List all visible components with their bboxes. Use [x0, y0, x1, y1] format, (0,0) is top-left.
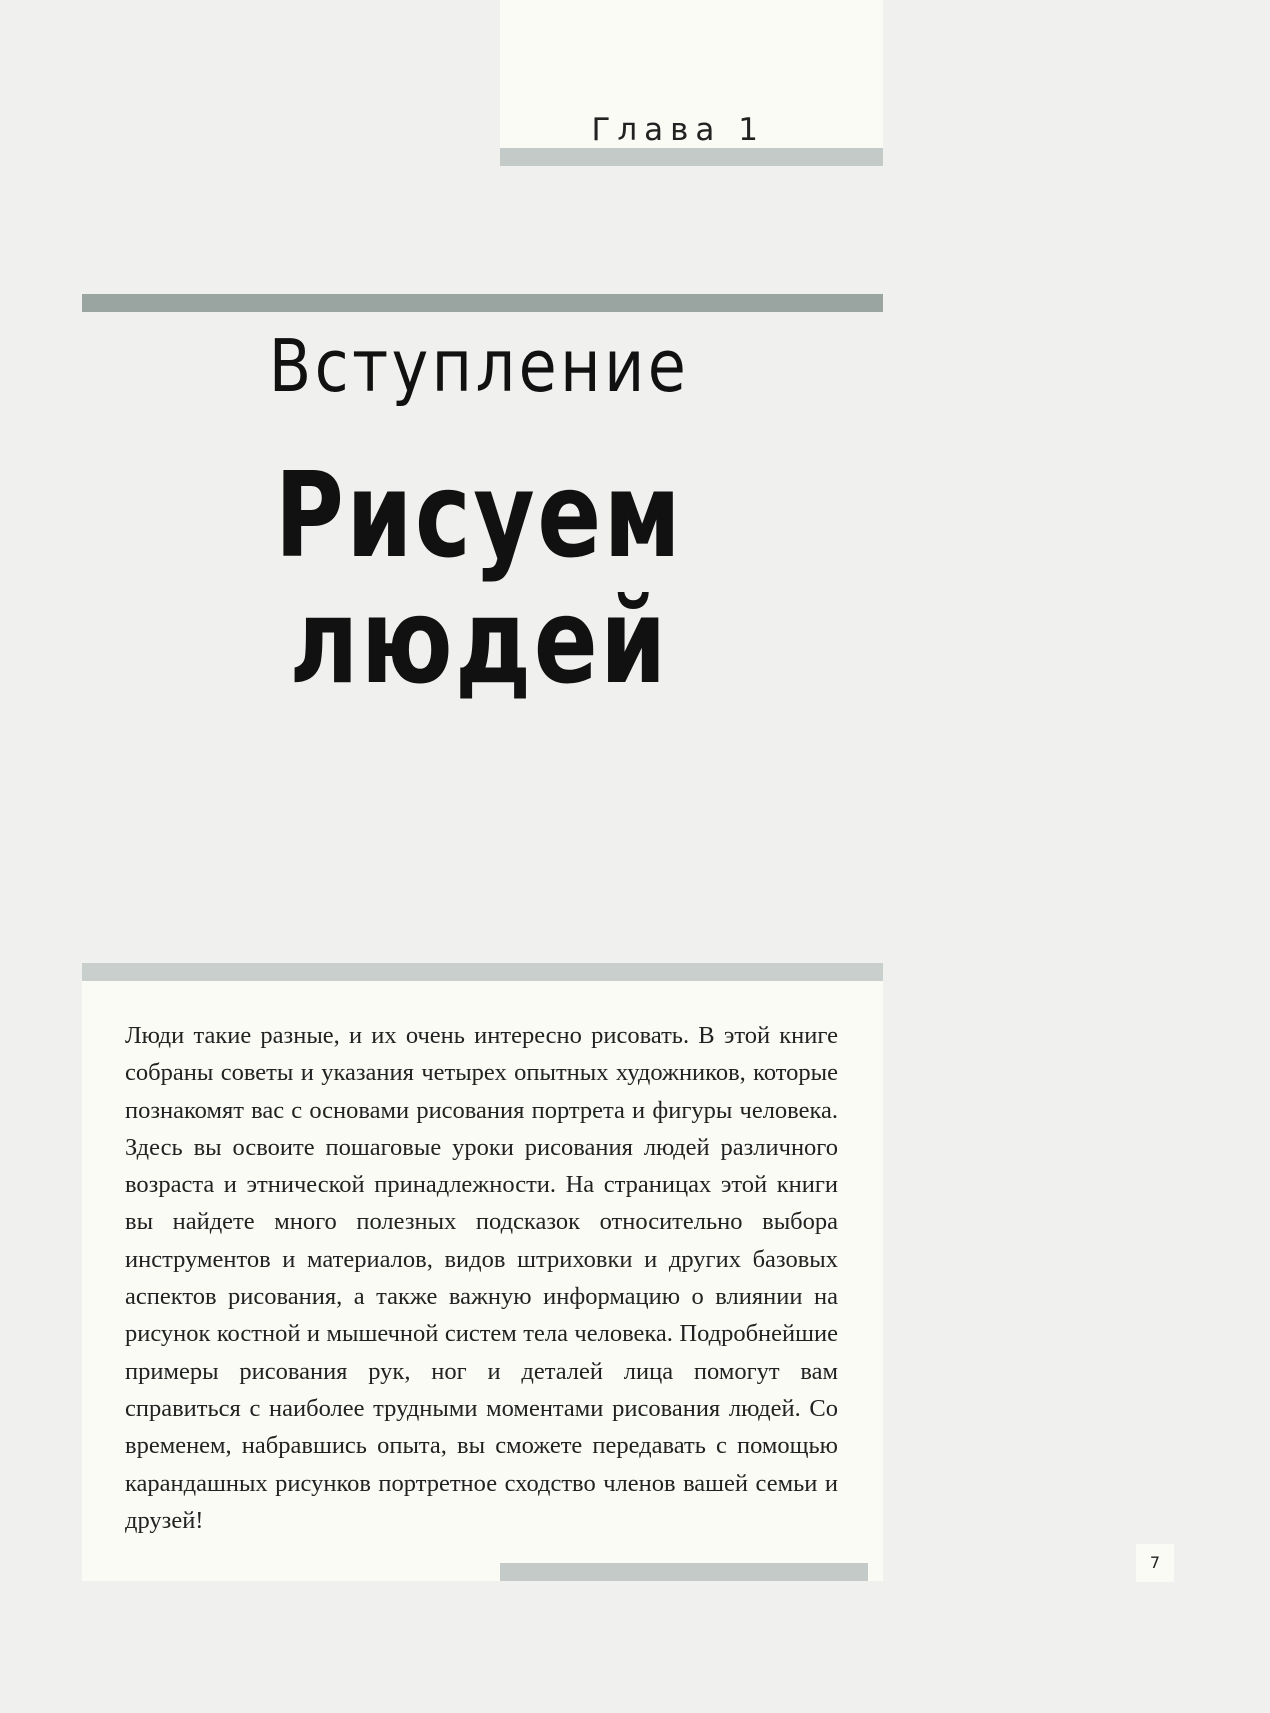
title-divider-bar: [82, 294, 883, 312]
intro-divider-bar: [82, 963, 883, 981]
page-title-line-1: Рисуем: [274, 446, 684, 584]
chapter-label-box: [500, 0, 883, 148]
intro-paragraph: Люди такие разные, и их очень интересно рисовать. В этой книге собраны советы и указания четырех опытных художников, которые познакомят вас с основами рисования портрета и фигуры человека. Здесь вы освоите пошаговые уроки рисования людей различного возраста и этнической принадлежности. На страницах этой книги вы найдете много полезных подсказок относительно выбора инструментов и материалов, видов штриховки и других базовых аспектов рисования, а также важную информацию о влиянии на рисунок костной и мышечной систем тела человека. Подробнейшие примеры рисования рук, ног и деталей лица помогут вам справиться с наиболее трудными моментами рисования людей. Со временем, набравшись опыта, вы сможете передавать с помощью карандашных рисунков портретное сходство членов вашей семьи и друзей!: [125, 1022, 838, 1534]
chapter-divider-bar: [500, 148, 883, 166]
chapter-label: Глава 1: [591, 112, 765, 148]
bottom-divider-bar: [500, 1563, 868, 1581]
page-title-line-2: людей: [289, 572, 669, 710]
page-number: 7: [1136, 1544, 1174, 1582]
section-heading: Вступление: [268, 324, 690, 408]
page-title: [96, 446, 862, 710]
